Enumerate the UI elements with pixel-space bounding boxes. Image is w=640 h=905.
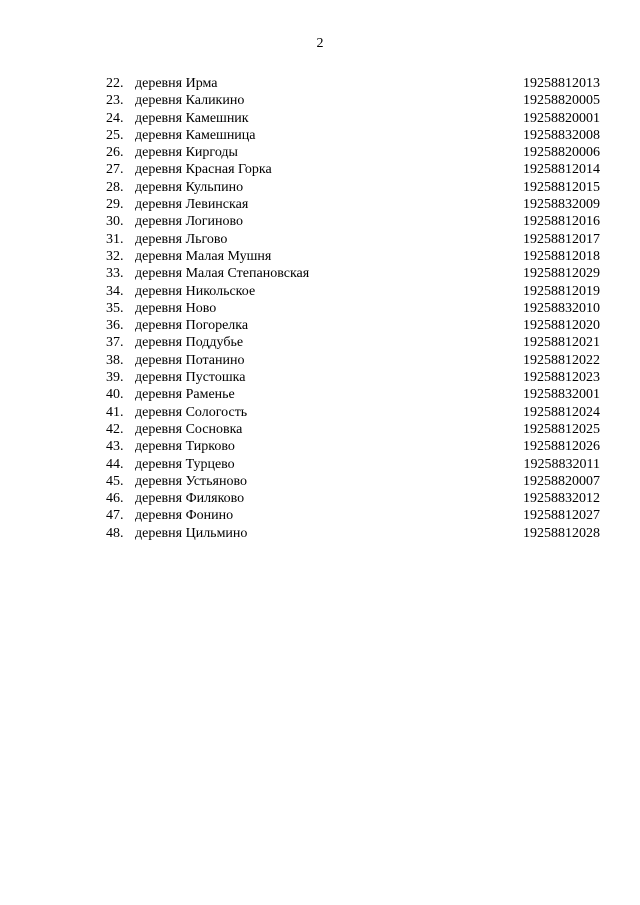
entry-code: 19258812013 (523, 76, 600, 91)
entry-name: деревня Камешница (135, 127, 256, 143)
list-item (0, 213, 640, 230)
list-item (0, 231, 640, 248)
entry-code: 19258820006 (523, 145, 600, 161)
entry-number: 30. (106, 214, 124, 230)
entry-name: деревня Логиново (135, 214, 243, 230)
list-item (0, 421, 640, 438)
entry-code: 19258820007 (523, 473, 600, 489)
entry-number: 41. (106, 404, 124, 420)
list-item (0, 334, 640, 351)
entry-code: 19258812014 (523, 162, 600, 178)
entry-code: 19258812022 (523, 352, 600, 368)
entry-name: деревня Красная Горка (135, 162, 272, 178)
entry-code: 19258832008 (523, 127, 600, 143)
entry-number: 46. (106, 491, 124, 507)
entry-number: 31. (106, 231, 124, 247)
list-item (0, 161, 640, 178)
entry-code: 19258812020 (523, 318, 600, 334)
list-item (0, 300, 640, 317)
entry-number: 45. (106, 473, 124, 489)
list-item (0, 75, 640, 92)
entry-code: 19258812028 (523, 525, 600, 541)
entry-name: деревня Пустошка (135, 370, 246, 386)
entry-code: 19258812026 (523, 439, 600, 455)
list-item (0, 265, 640, 282)
list-item (0, 386, 640, 403)
entry-code: 19258820001 (523, 110, 600, 126)
settlement-list (0, 75, 640, 542)
entry-number: 25. (106, 127, 124, 143)
list-item (0, 110, 640, 127)
list-item (0, 456, 640, 473)
entry-code: 19258812025 (523, 421, 600, 437)
list-item (0, 438, 640, 455)
entry-name: деревня Ново (135, 300, 217, 316)
entry-name: деревня Малая Степановская (135, 266, 310, 282)
entry-name: деревня Киргоды (135, 145, 238, 161)
entry-number: 34. (106, 283, 124, 299)
entry-name: деревня Цильмино (135, 525, 248, 541)
entry-number: 42. (106, 421, 124, 437)
entry-name: деревня Малая Мушня (135, 248, 272, 264)
list-item (0, 507, 640, 524)
entry-number: 47. (106, 508, 124, 524)
entry-code: 19258812029 (523, 266, 600, 282)
entry-code: 19258832001 (523, 387, 600, 403)
entry-name: деревня Никольское (135, 283, 256, 299)
entry-number: 39. (106, 370, 124, 386)
entry-name: деревня Погорелка (135, 318, 249, 334)
entry-name: деревня Филяково (135, 491, 245, 507)
entry-name: деревня Устьяново (135, 473, 247, 489)
list-item (0, 525, 640, 542)
list-item (0, 248, 640, 265)
entry-number: 29. (106, 197, 124, 213)
entry-number: 27. (106, 162, 124, 178)
entry-name: деревня Камешник (135, 110, 249, 126)
list-item (0, 144, 640, 161)
entry-name: деревня Турцево (135, 456, 235, 472)
entry-name: деревня Льгово (135, 231, 228, 247)
entry-number: 40. (106, 387, 124, 403)
entry-code: 19258812017 (523, 231, 600, 247)
entry-number: 32. (106, 248, 124, 264)
entry-name: деревня Тирково (135, 439, 235, 455)
entry-name: деревня Фонино (135, 508, 234, 524)
entry-name: деревня Раменье (135, 387, 235, 403)
entry-number: 48. (106, 525, 124, 541)
entry-name: деревня Сосновка (135, 421, 243, 437)
entry-number: 36. (106, 318, 124, 334)
entry-number: 24. (106, 110, 124, 126)
list-item (0, 404, 640, 421)
list-item (0, 92, 640, 109)
entry-name: деревня Потанино (135, 352, 245, 368)
list-item (0, 369, 640, 386)
entry-number: 44. (106, 456, 124, 472)
entry-code: 19258832012 (523, 491, 600, 507)
entry-code: 19258832010 (523, 300, 600, 316)
entry-name: деревня Сологость (135, 404, 248, 420)
entry-code: 19258812019 (523, 283, 600, 299)
entry-code: 19258812018 (523, 248, 600, 264)
entry-number: 35. (106, 300, 124, 316)
entry-code: 19258812015 (523, 179, 600, 195)
list-item (0, 127, 640, 144)
list-item (0, 283, 640, 300)
list-item (0, 490, 640, 507)
entry-code: 19258832009 (523, 197, 600, 213)
page-number: 2 (316, 36, 324, 51)
entry-code: 19258820005 (523, 93, 600, 109)
entry-name: деревня Левинская (135, 197, 249, 213)
entry-code: 19258812016 (523, 214, 600, 230)
entry-number: 23. (106, 93, 124, 109)
entry-name: деревня Каликино (135, 93, 245, 109)
entry-number: 43. (106, 439, 124, 455)
entry-number: 33. (106, 266, 124, 282)
entry-number: 22. (106, 76, 124, 91)
list-item (0, 352, 640, 369)
list-item (0, 473, 640, 490)
entry-number: 37. (106, 335, 124, 351)
list-item (0, 317, 640, 334)
list-item (0, 179, 640, 196)
entry-name: деревня Ирма (135, 76, 218, 91)
entry-code: 19258812027 (523, 508, 600, 524)
entry-number: 38. (106, 352, 124, 368)
list-item (0, 196, 640, 213)
entry-number: 26. (106, 145, 124, 161)
entry-code: 19258812024 (523, 404, 600, 420)
entry-code: 19258812021 (523, 335, 600, 351)
entry-name: деревня Поддубье (135, 335, 244, 351)
entry-name: деревня Кульпино (135, 179, 244, 195)
entry-code: 19258812023 (523, 370, 600, 386)
entry-number: 28. (106, 179, 124, 195)
entry-code: 19258832011 (523, 456, 600, 472)
